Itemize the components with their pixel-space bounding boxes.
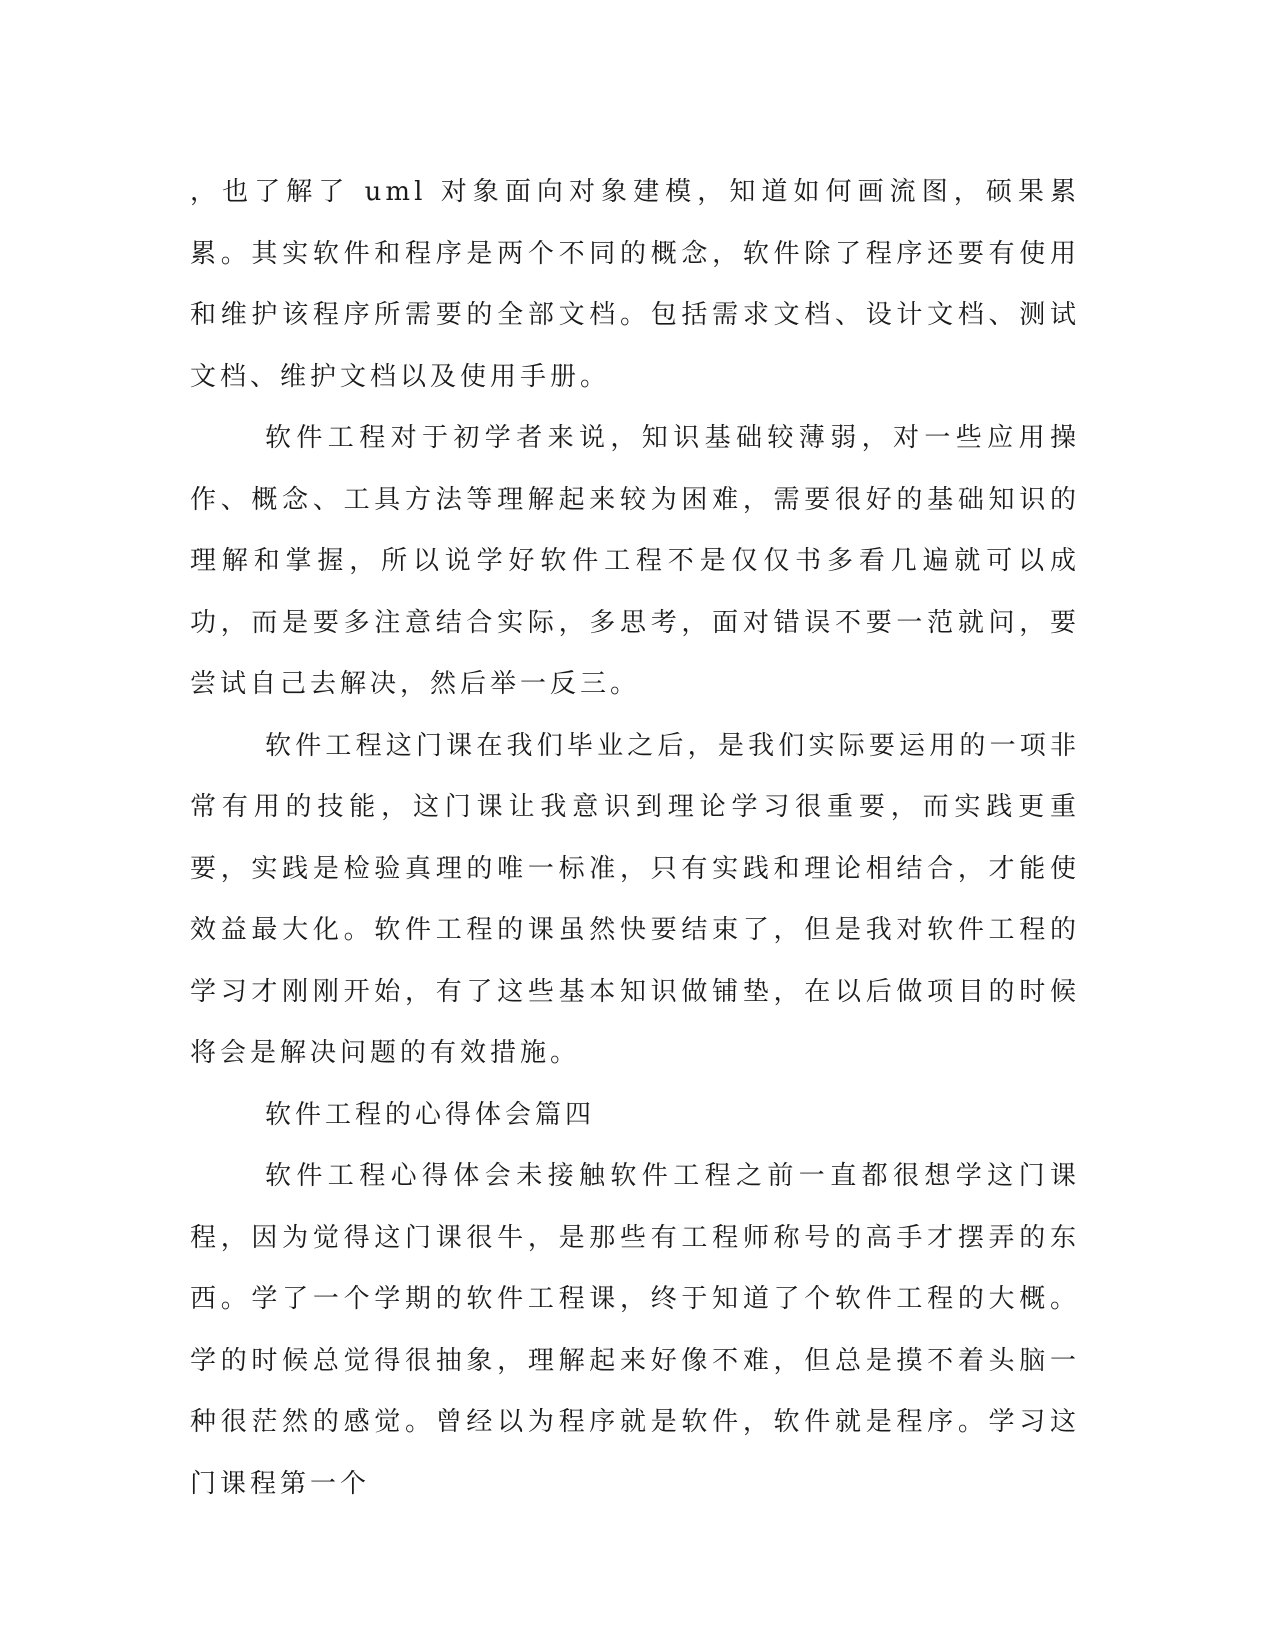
paragraph-2: 软件工程对于初学者来说，知识基础较薄弱，对一些应用操作、概念、工具方法等理解起来较为困难，需要很好的基础知识的理解和掌握，所以说学好软件工程不是仅仅书多看几遍就可以成功，而是要多注意结合实际，多思考，面对错误不要一范就问，要尝试自己去解决，然后举一反三。 — [190, 423, 1080, 699]
document-body — [190, 162, 1080, 1515]
paragraph-3: 软件工程这门课在我们毕业之后，是我们实际要运用的一项非常有用的技能，这门课让我意识到理论学习很重要，而实践更重要，实践是检验真理的唯一标准，只有实践和理论相结合，才能使效益最大化。软件工程的课虽然快要结束了，但是我对软件工程的学习才刚刚开始，有了这些基本知识做铺垫，在以后做项目的时候将会是解决问题的有效措施。 — [190, 730, 1080, 1068]
paragraph-4: 软件工程心得体会未接触软件工程之前一直都很想学这门课程，因为觉得这门课很牛，是那些有工程师称号的高手才摆弄的东西。学了一个学期的软件工程课，终于知道了个软件工程的大概。学的时候总觉得很抽象，理解起来好像不难，但总是摸不着头脑一种很茫然的感觉。曾经以为程序就是软件，软件就是程序。学习这门课程第一个 — [190, 1161, 1080, 1499]
section-heading: 软件工程的心得体会篇四 — [265, 1099, 596, 1130]
paragraph-1: ，也了解了 uml 对象面向对象建模，知道如何画流图，硕果累累。其实软件和程序是两个不同的概念，软件除了程序还要有使用和维护该程序所需要的全部文档。包括需求文档、设计文档、测试文档、维护文档以及使用手册。 — [190, 177, 1080, 392]
